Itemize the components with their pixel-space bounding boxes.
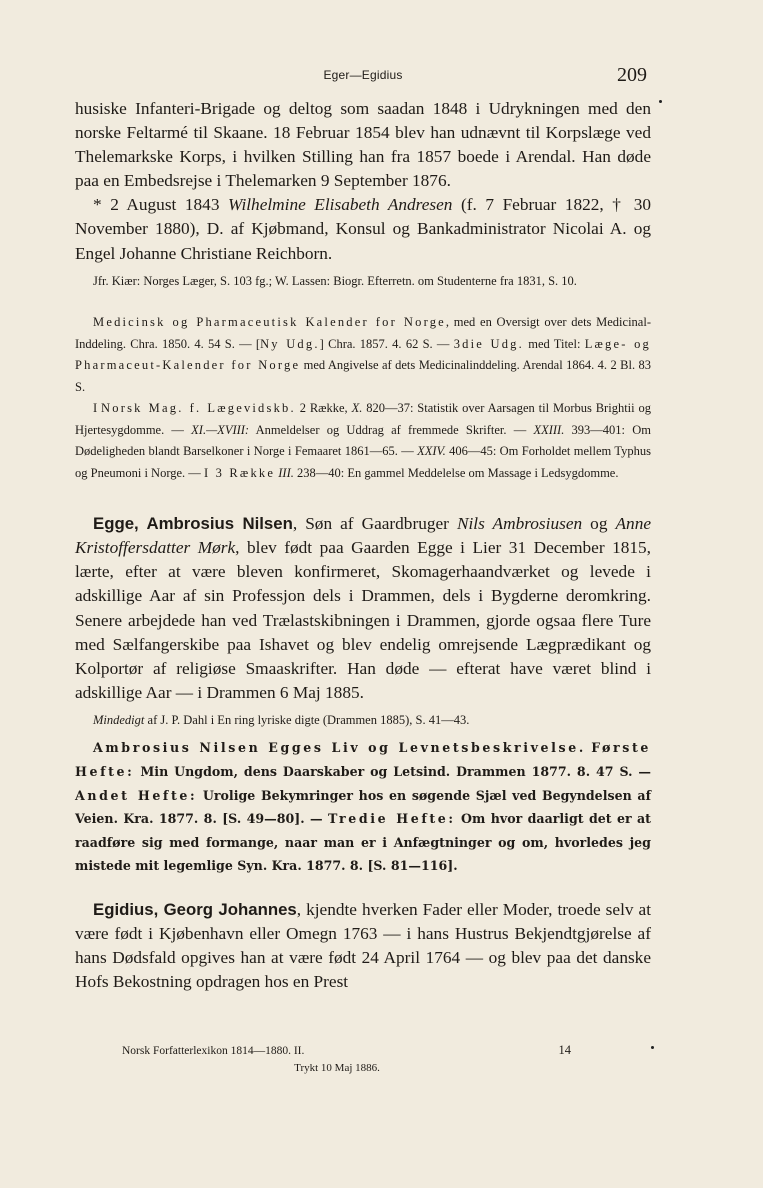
page-header (75, 66, 651, 90)
part-label: Første Hefte: (75, 740, 651, 779)
wife-name: Wilhelmine Elisabeth Andresen (228, 195, 453, 215)
egge-source-note (75, 710, 651, 732)
source-text: af J. P. Dahl i En ring lyriske digte (Drammen 1885), S. 41—43. (144, 712, 470, 727)
print-date: Trykt 10 Maj 1886. (294, 1062, 380, 1074)
entry-egge (75, 512, 651, 705)
page-footer (122, 1043, 652, 1083)
part-label: Andet Hefte: (75, 787, 198, 803)
marriage-text-end: (f. 7 Februar 1822, † 30 November 1880), D. af Kjøbmand, Konsul og Bankadministrator Nicolai A. og Engel Johanne Christiane Reichborn. (75, 195, 651, 263)
article-text: 238—40: En gammel Meddelelse om Massage i Ledsygdomme. (293, 465, 619, 480)
volume-number: III. (278, 465, 294, 480)
work-text: ] Chra. 1857. 4. 62 S. — (319, 336, 454, 351)
work-title: Læge- og Pharmaceut-Kalender for Norge (75, 336, 651, 373)
journal-title: Norsk Mag. f. Lægevidskb. (101, 401, 296, 416)
father-name: Nils Ambrosiusen (456, 514, 583, 534)
marriage-paragraph (75, 193, 651, 265)
entry-text: , Søn af Gaardbruger (292, 514, 457, 534)
entry-continuation-paragraph: husiske Infanteri-Brigade og deltog som saadan 1848 i Udrykningen med den norske Feltarmé til Skaane. 18 Februar 1854 blev han udnævnt til Korpslæge ved Thelemarkske Korps, i hvilken Stilling han fra 1857 boede i Arendal. Han døde paa en Embedsrejse i Thelemarken 9 September 1876. (75, 99, 651, 191)
volume-number: XXIII. (533, 422, 565, 437)
running-head: Eger—Egidius (323, 68, 403, 82)
series-label: I 3 Række (203, 465, 276, 480)
entry-text: , blev født paa Gaarden Egge i Lier 31 December 1815, lærte, efter at være bleven konfirmeret, Skomagerhaandværket og levede i adskillige Aar af sin Professjon dels i Drammen, dels i Bygderne deromkring. Senere arbejdede han ved Trælastskibningen i Drammen, gjorde ogsaa flere Ture med Sælfangerskibe paa Ishavet og blev endelig omrejsende Lægprædikant og Kolportør af religiøse Smaaskrifter. Han døde — efterat have været blind i adskillige Aar — i Drammen 6 Maj 1885. (75, 538, 651, 702)
work-text: med Titel: (523, 336, 585, 351)
egge-works-paragraph (75, 736, 651, 878)
page-body (75, 97, 651, 994)
work-edition: 3die Udg. (453, 336, 524, 351)
marriage-text: * 2 August 1843 (93, 195, 229, 215)
article-text: Anmeldelser og Uddrag af fremmede Skrifter. — (249, 422, 534, 437)
article-text: 2 Række, (295, 401, 352, 416)
entry-egidius (75, 898, 651, 994)
source-title: Mindedigt (93, 712, 145, 727)
work-title: Medicinsk og Pharmaceutisk Kalender for Norge (93, 315, 446, 330)
work-title: Ambrosius Nilsen Egges Liv og Levnetsbeskrivelse. (93, 740, 586, 756)
entry-headword: Egge, Ambrosius Nilsen (93, 514, 293, 534)
work-edition: Ny Udg. (260, 336, 320, 351)
works-list-paragraph (75, 312, 651, 398)
work-text: Om hvor daarligt det er at raadføre sig med formange, naar man er i Anfægtninger og om, hvorledes jeg mistede mit legemlige Syn. Kra. 1877. 8. [S. 81—116]. (75, 811, 651, 874)
signature-line: Norsk Forfatterlexikon 1814—1880. II. (122, 1045, 305, 1057)
mother-name: Anne Kristoffersdatter Mørk (75, 514, 652, 558)
entry-headword: Egidius, Georg Johannes (93, 899, 297, 919)
entry-text: , kjendte hverken Fader eller Moder, troede selv at være født i Kjøbenhavn eller Omegn 1763 — i hans Hustrus Bekjendtgjørelse af hans Dødsfald opgives han at være født 24 April 1764 — og blev paa det danske Hofs Bekostning opdragen hos en Prest (75, 899, 651, 992)
ink-speck (659, 100, 662, 103)
volume-number: XXIV. (417, 444, 446, 459)
ink-speck (651, 1046, 654, 1049)
entry-text: og (582, 514, 616, 534)
article-text: 393—401: Om Dødeligheden blandt Barselkoner i Norge i Femaaret 1861—65. — (75, 422, 651, 459)
signature-mark: 14 (558, 1043, 571, 1057)
page-number: 209 (617, 64, 647, 86)
work-text: Urolige Bekymringer hos en søgende Sjæl ved Begyndelsen af Veien. Kra. 1877. 8. [S. 49—80]. — (75, 787, 651, 827)
volume-number: XI.—XVIII: (191, 422, 250, 437)
journal-articles-paragraph (75, 398, 651, 484)
part-label: Tredie Hefte: (327, 811, 456, 827)
work-text: , med en Oversigt over dets Medicinal-Inddeling. Chra. 1850. 4. 54 S. — [ (75, 315, 651, 351)
work-text: Min Ungdom, dens Daarskaber og Letsind. Drammen 1877. 8. 47 S. — (134, 764, 651, 779)
article-text: 820—37: Statistik over Aarsagen til Morbus Brightii og Hjertesygdomme. — (75, 401, 651, 437)
sources-note: Jfr. Kiær: Norges Læger, S. 103 fg.; W. Lassen: Biogr. Efterretn. om Studenterne fra 1831, S. 10. (93, 273, 577, 288)
volume-number: X. (351, 401, 363, 416)
article-text: 406—45: Om Forholdet mellem Typhus og Pneumoni i Norge. — (75, 444, 651, 480)
article-text: I (93, 401, 102, 416)
work-text: med Angivelse af dets Medicinalinddeling. Arendal 1864. 4. 2 Bl. 83 S. (75, 358, 652, 394)
